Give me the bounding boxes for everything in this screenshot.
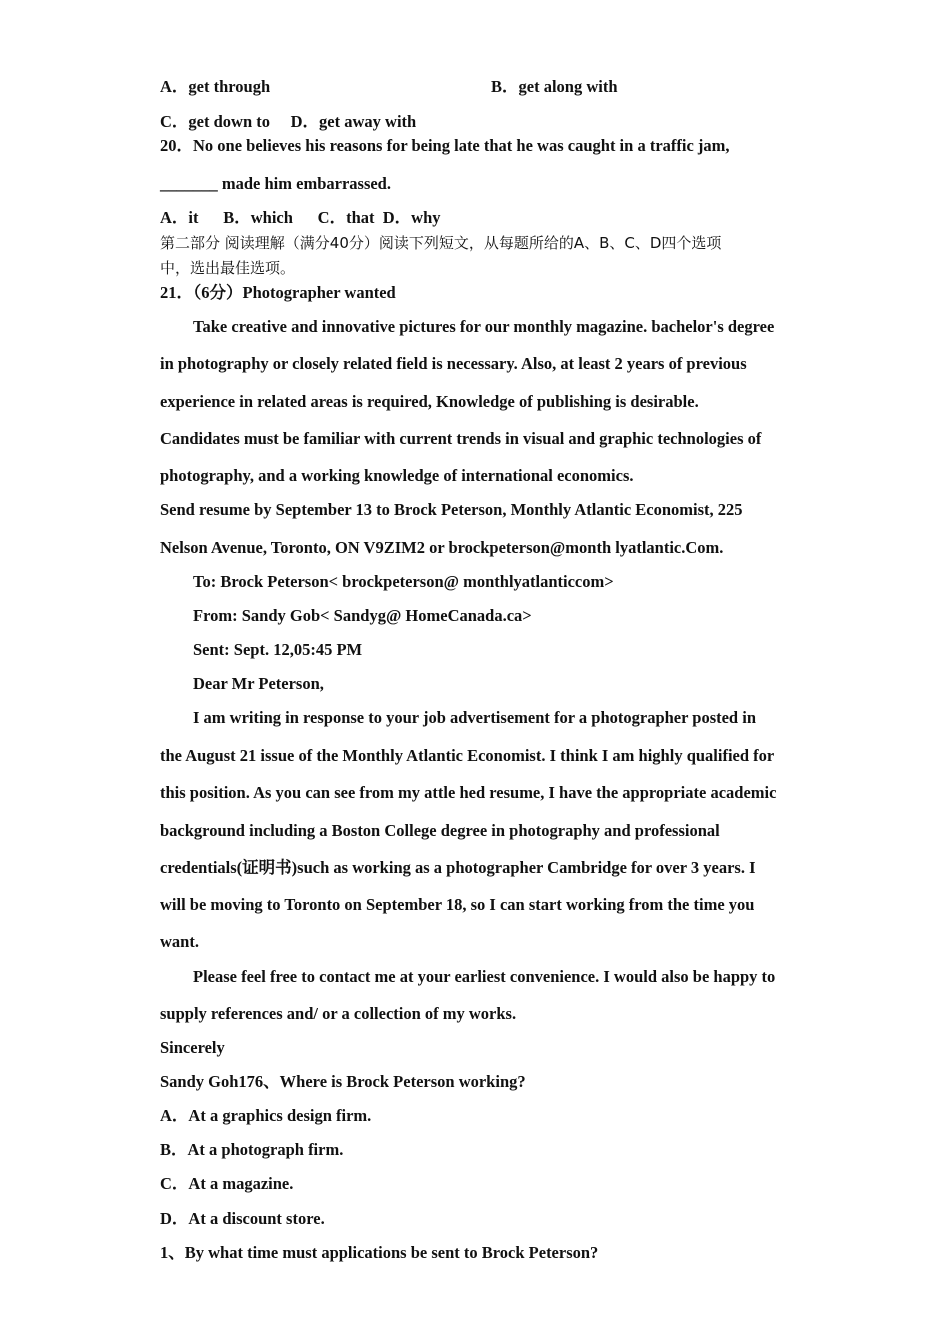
- letter-line: want.: [160, 932, 199, 951]
- ad-line: in photography or closely related field is necessary. Also, at least 2 years of previous: [160, 354, 747, 373]
- email-from: From: Sandy Gob< Sandyg@ HomeCanada.ca>: [193, 606, 532, 625]
- next-question: 1、By what time must applications be sent to Brock Peterson?: [160, 1243, 599, 1262]
- q19-option-a: A．get through: [160, 77, 271, 96]
- letter-greeting: Dear Mr Peterson,: [193, 674, 324, 693]
- q20-stem-line2: _______ made him embarrassed.: [160, 174, 391, 193]
- ad-line: Take creative and innovative pictures for our monthly magazine. bachelor's degree: [193, 317, 775, 336]
- letter-line: credentials(证明书)such as working as a photographer Cambridge for over 3 years. I: [160, 858, 756, 877]
- ad-line: Candidates must be familiar with current trends in visual and graphic technologies of: [160, 429, 762, 448]
- q19-option-b: B．get along with: [491, 77, 618, 96]
- email-sent: Sent: Sept. 12,05:45 PM: [193, 640, 363, 659]
- answer-option: B．At a photograph firm.: [160, 1140, 344, 1159]
- ad-line: photography, and a working knowledge of international economics.: [160, 466, 634, 485]
- answer-option: C．At a magazine.: [160, 1174, 294, 1193]
- q21-heading: 21．（6分）Photographer wanted: [160, 283, 396, 302]
- letter-line: supply references and/ or a collection of my works.: [160, 1004, 517, 1023]
- q20-options: A．it B．which C．that D．why: [160, 208, 441, 227]
- letter-line: the August 21 issue of the Monthly Atlantic Economist. I think I am highly qualified for: [160, 746, 775, 765]
- section-instruction-line1: 第二部分 阅读理解（满分40分）阅读下列短文，从每题所给的A、B、C、D四个选项: [160, 234, 722, 252]
- ad-line: Send resume by September 13 to Brock Peterson, Monthly Atlantic Economist, 225: [160, 500, 743, 519]
- email-to: To: Brock Peterson< brockpeterson@ monthlyatlanticcom>: [193, 572, 614, 591]
- letter-line: I am writing in response to your job advertisement for a photographer posted in: [193, 708, 756, 727]
- letter-closing: Sincerely: [160, 1038, 225, 1057]
- answer-option: A．At a graphics design firm.: [160, 1106, 372, 1125]
- letter-line: Please feel free to contact me at your earliest convenience. I would also be happy to: [193, 967, 776, 986]
- section-instruction-line2: 中，选出最佳选项。: [160, 259, 296, 277]
- letter-line: this position. As you can see from my attle hed resume, I have the appropriate academic: [160, 783, 777, 802]
- answer-option: D．At a discount store.: [160, 1209, 325, 1228]
- q20-stem-line1: 20．No one believes his reasons for being late that he was caught in a traffic jam,: [160, 136, 730, 155]
- letter-line: will be moving to Toronto on September 18, so I can start working from the time you: [160, 895, 755, 914]
- letter-line: background including a Boston College degree in photography and professional: [160, 821, 720, 840]
- q19-options-row2: C．get down to D．get away with: [160, 112, 417, 131]
- ad-line: experience in related areas is required, Knowledge of publishing is desirable.: [160, 392, 699, 411]
- ad-line: Nelson Avenue, Toronto, ON V9ZIM2 or brockpeterson@month lyatlantic.Com.: [160, 538, 724, 557]
- q19-options-row1: [160, 77, 800, 97]
- signature-and-question: Sandy Goh176、Where is Brock Peterson working?: [160, 1072, 526, 1091]
